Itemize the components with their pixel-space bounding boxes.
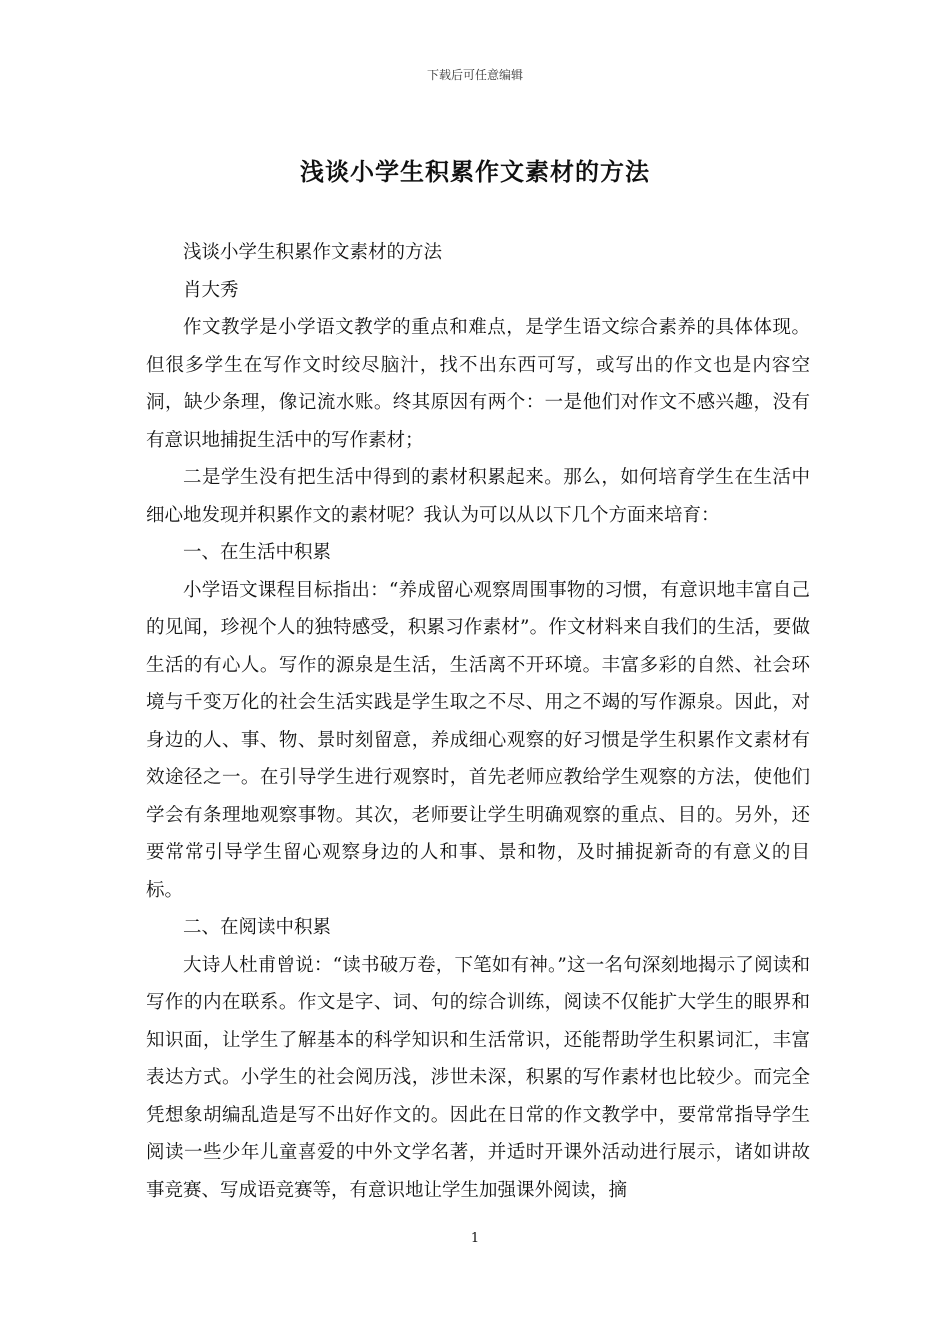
header-note: 下载后可任意编辑	[426, 68, 523, 82]
subtitle-paragraph: 浅谈小学生积累作文素材的方法	[183, 242, 443, 263]
body-paragraph: 作文教学是小学语文教学的重点和难点，是学生语文综合素养的具体体现。但很多学生在写作文时绞尽脑汁，找不出东西可写，或写出的作文也是内容空洞，缺少条理，像记流水账。终其原因有两个：一是他们对作文不感兴趣，没有有意识地捕捉生活中的写作素材；	[146, 317, 810, 451]
section-heading: 一、在生活中积累	[183, 542, 332, 563]
body-paragraph: 大诗人杜甫曾说：“读书破万卷，下笔如有神。”这一名句深刻地揭示了阅读和写作的内在联系。作文是字、词、句的综合训练，阅读不仅能扩大学生的眼界和知识面，让学生了解基本的科学知识和生活常识，还能帮助学生积累词汇，丰富表达方式。小学生的社会阅历浅，涉世未深，积累的写作素材也比较少。而完全凭想象胡编乱造是写不出好作文的。因此在日常的作文教学中，要常常指导学生阅读一些少年儿童喜爱的中外文学名著，并适时开课外活动进行展示，诸如讲故事竞赛、写成语竞赛等，有意识地让学生加强课外阅读，摘	[146, 954, 810, 1201]
body-paragraph: 二是学生没有把生活中得到的素材积累起来。那么，如何培育学生在生活中细心地发现并积累作文的素材呢？我认为可以从以下几个方面来培育：	[146, 467, 810, 526]
author-paragraph: 肖大秀	[183, 279, 239, 301]
page-number: 1	[470, 1231, 480, 1246]
document-body	[146, 234, 810, 1209]
body-paragraph: 小学语文课程目标指出：“养成留心观察周围事物的习惯，有意识地丰富自己的见闻，珍视个人的独特感受，积累习作素材”。作文材料来自我们的生活，要做生活的有心人。写作的源泉是生活，生活离不开环境。丰富多彩的自然、社会环境与千变万化的社会生活实践是学生取之不尽、用之不竭的写作源泉。因此，对身边的人、事、物、景时刻留意，养成细心观察的好习惯是学生积累作文素材有效途径之一。在引导学生进行观察时，首先老师应教给学生观察的方法，使他们学会有条理地观察事物。其次，老师要让学生明确观察的重点、目的。另外，还要常常引导学生留心观察身边的人和事、景和物，及时捕捉新奇的有意义的目标。	[146, 579, 810, 901]
section-heading: 二、在阅读中积累	[183, 917, 332, 938]
document-title: 浅谈小学生积累作文素材的方法	[300, 157, 650, 186]
